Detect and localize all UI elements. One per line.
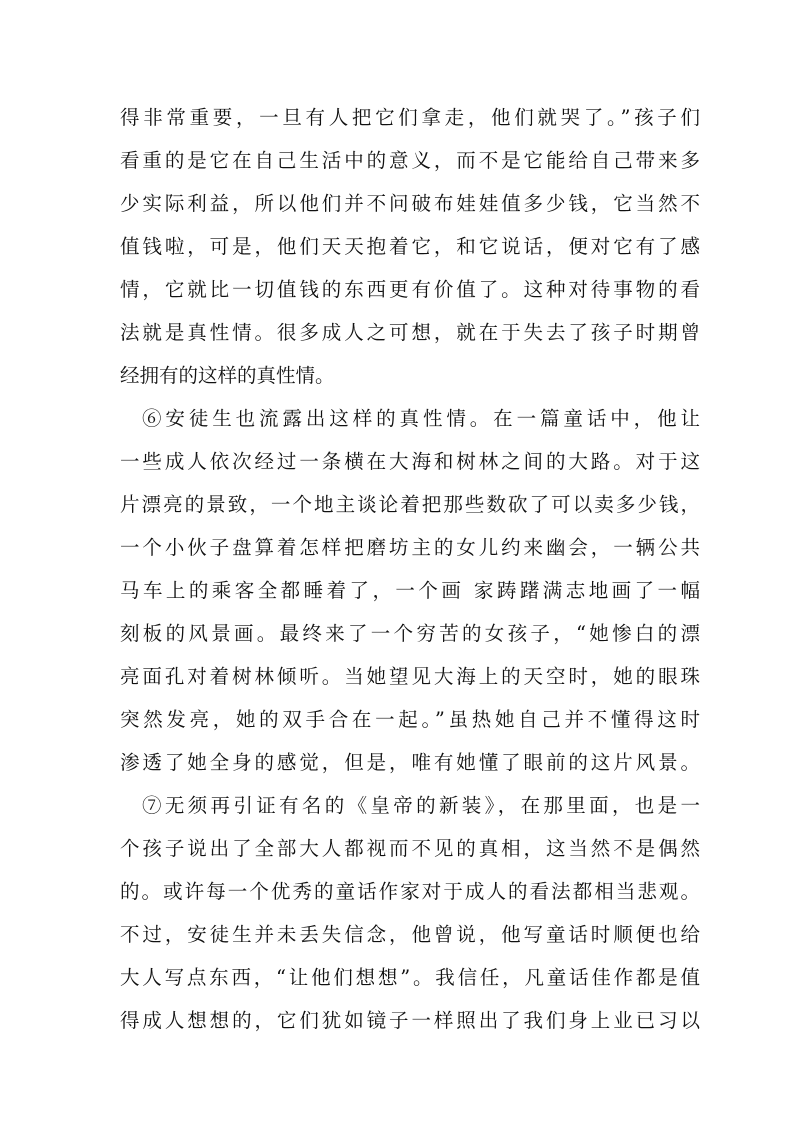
text-line: 一个小伙子盘算着怎样把磨坊主的女儿约来幽会，一辆公共 bbox=[120, 536, 700, 559]
text-line: 不过，安徒生并未丢失信念，他曾说，他写童话时顺便也给 bbox=[120, 923, 700, 946]
text-line: 突然发亮，她的双手合在一起。”虽热她自己并不懂得这时 bbox=[120, 708, 700, 731]
text-line: 少实际利益，所以他们并不问破布娃娃值多少钱，它当然不 bbox=[120, 192, 700, 215]
text-line: 得非常重要，一旦有人把它们拿走，他们就哭了。”孩子们 bbox=[120, 106, 700, 129]
text-line: 个孩子说出了全部大人都视而不见的真相，这当然不是偶然 bbox=[120, 837, 700, 860]
text-line: 刻板的风景画。最终来了一个穷苦的女孩子，“她惨白的漂 bbox=[120, 622, 700, 645]
paragraph-6-first-line: ⑥安徒生也流露出这样的真性情。在一篇童话中，他让 bbox=[142, 407, 700, 430]
text-line: 一些成人依次经过一条横在大海和树林之间的大路。对于这 bbox=[120, 450, 700, 473]
text-line: 得成人想想的，它们犹如镜子一样照出了我们身上业已习以 bbox=[120, 1009, 700, 1032]
paragraph-7-first-line: ⑦无须再引证有名的《皇帝的新装》，在那里面，也是一 bbox=[142, 794, 700, 817]
text-line: 的。或许每一个优秀的童话作家对于成人的看法都相当悲观。 bbox=[120, 880, 700, 903]
text-line: 大人写点东西，“让他们想想”。我信任，凡童话佳作都是值 bbox=[120, 966, 700, 989]
text-line: 看重的是它在自己生活中的意义，而不是它能给自己带来多 bbox=[120, 149, 700, 172]
text-line: 片漂亮的景致，一个地主谈论着把那些数砍了可以卖多少钱， bbox=[120, 493, 700, 516]
text-line: 马车上的乘客全都睡着了，一个画 家踌躇满志地画了一幅 bbox=[120, 579, 700, 602]
text-line: 值钱啦，可是，他们天天抱着它，和它说话，便对它有了感 bbox=[120, 235, 700, 258]
text-line: 经拥有的这样的真性情。 bbox=[120, 364, 335, 387]
text-line: 渗透了她全身的感觉，但是，唯有她懂了眼前的这片风景。 bbox=[120, 751, 700, 774]
text-line: 情，它就比一切值钱的东西更有价值了。这种对待事物的看 bbox=[120, 278, 700, 301]
text-line: 亮面孔对着树林倾听。当她望见大海上的天空时，她的眼珠 bbox=[120, 665, 700, 688]
text-line: 法就是真性情。很多成人之可想，就在于失去了孩子时期曾 bbox=[120, 321, 700, 344]
